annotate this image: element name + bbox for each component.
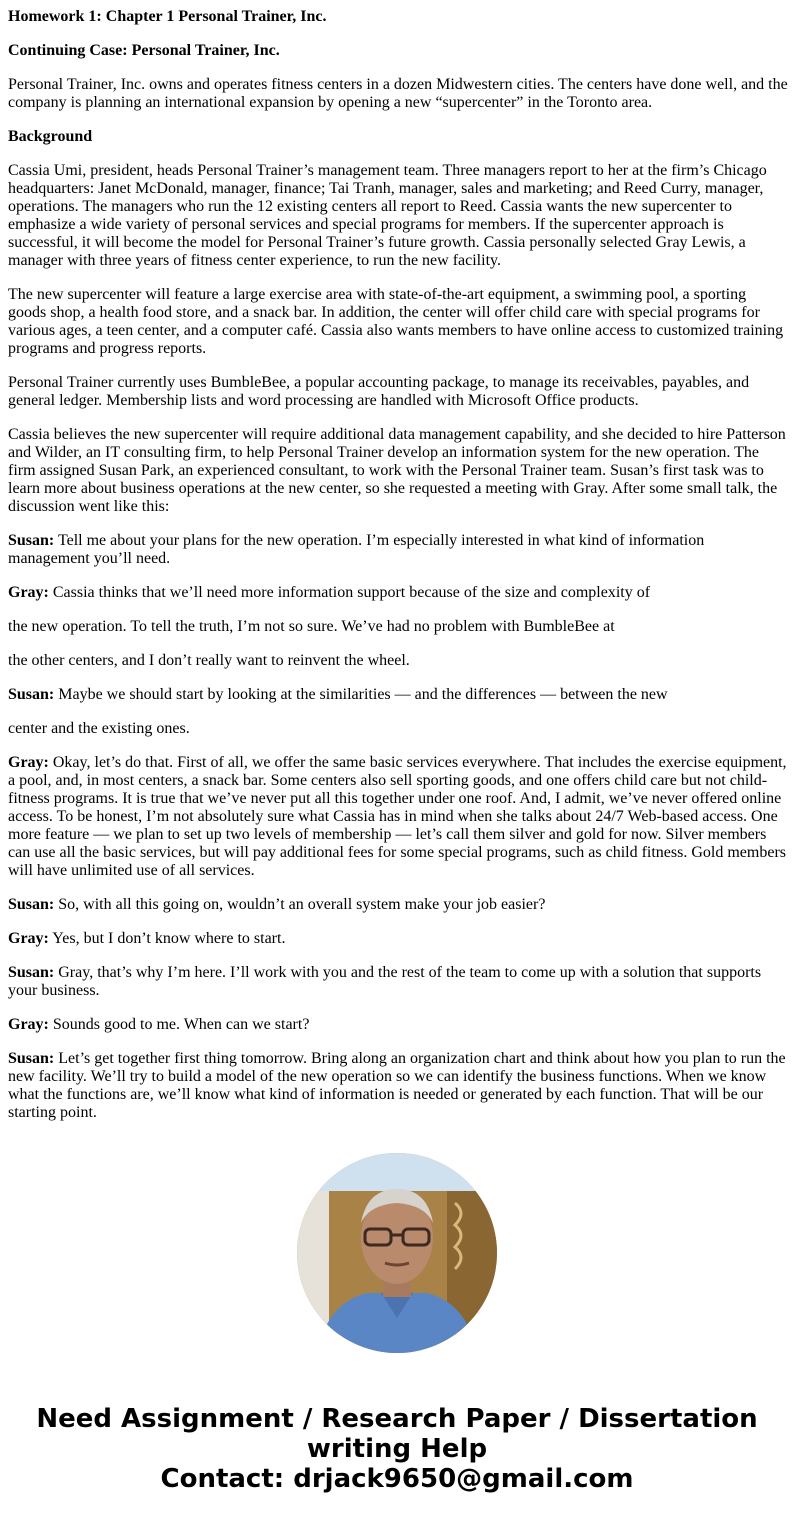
document-title: Homework 1: Chapter 1 Personal Trainer, Inc. [8,8,327,25]
dialogue-line [8,618,788,636]
dialogue-line [8,1016,788,1034]
document [8,0,788,1138]
portrait-door [297,1191,329,1353]
intro-paragraph: Personal Trainer, Inc. owns and operates fitness centers in a dozen Midwestern cities. The centers have done well, and the company is planning an international expansion by opening a new “supercenter” in the Toronto area. [8,76,788,111]
dialogue-text: the other centers, and I don’t really want to reinvent the wheel. [8,652,410,669]
dialogue-text: center and the existing ones. [8,720,190,737]
speaker-name: Susan: [8,532,55,549]
dialogue-line [8,584,788,602]
dialogue-text: Okay, let’s do that. First of all, we offer the same basic services everywhere. That includes the exercise equipment, a pool, and, in most centers, a snack bar. Some centers also sell sporting goods, and one offers child care but not child-fitness programs. It is true that we’ve never put all this together under one roof. And, I admit, we’ve never offered online access. To be honest, I’m not absolutely sure what Cassia has in mind when she talks about 24/7 Web-based access. One more feature — we plan to set up two levels of membership — let’s call them silver and gold for now. Silver members can use all the basic services, but will pay additional fees for some special programs, such as child fitness. Gold members will have unlimited use of all services. [8,754,787,879]
speaker-name: Gray: [8,1016,49,1033]
dialogue-line [8,964,788,1000]
ad-contact-line: Contact: drjack9650@gmail.com [160,1464,634,1494]
portrait-illustration [297,1153,497,1353]
dialogue-line [8,720,788,738]
software-paragraph: Personal Trainer currently uses BumbleBee, a popular accounting package, to manage its receivables, payables, and general ledger. Membership lists and word processing are handled with Microsoft Office products. [8,374,750,409]
consulting-paragraph: Cassia believes the new supercenter will require additional data management capability, and she decided to hire Patterson and Wilder, an IT consulting firm, to help Personal Trainer develop an information system for the new operation. The firm assigned Susan Park, an experienced consultant, to work with the Personal Trainer team. Susan’s first task was to learn more about business operations at the new center, so she requested a meeting with Gray. After some small talk, the discussion went like this: [8,426,786,515]
dialogue-text: Tell me about your plans for the new operation. I’m especially interested in what kind of information management you’ll need. [8,532,705,567]
dialogue-line [8,532,788,568]
ad-line-2: writing Help [306,1434,488,1464]
dialogue-text: Gray, that’s why I’m here. I’ll work with you and the rest of the team to come up with a solution that supports your business. [8,964,762,999]
document-subtitle: Continuing Case: Personal Trainer, Inc. [8,42,280,59]
dialogue-text: Maybe we should start by looking at the similarities — and the differences — between the new [54,686,668,703]
dialogue-line [8,754,788,880]
speaker-name: Susan: [8,896,55,913]
speaker-name: Gray: [8,930,49,947]
speaker-name: Susan: [8,686,55,703]
dialogue-line [8,930,788,948]
portrait-sky [297,1153,497,1191]
dialogue-text: Cassia thinks that we’ll need more information support because of the size and complexity of [48,584,651,601]
author-portrait [297,1153,497,1353]
background-heading: Background [8,128,93,145]
speaker-name: Susan: [8,964,55,981]
ad-line-1: Need Assignment / Research Paper / Dissertation [36,1404,758,1434]
speaker-name: Gray: [8,584,49,601]
dialogue-text: Yes, but I don’t know where to start. [48,930,286,947]
dialogue-line [8,1050,788,1122]
contact-advertisement [0,1404,794,1494]
dialogue-line [8,896,788,914]
speaker-name: Susan: [8,1050,55,1067]
supercenter-paragraph: The new supercenter will feature a large exercise area with state-of-the-art equipment, a swimming pool, a sporting goods shop, a health food store, and a snack bar. In addition, the center will offer child care with special programs for various ages, a teen center, and a computer café. Cassia also wants members to have online access to customized training programs and progress reports. [8,286,784,357]
dialogue-text: Sounds good to me. When can we start? [48,1016,310,1033]
dialogue-text: Let’s get together first thing tomorrow. Bring along an organization chart and think about how you plan to run the new facility. We’ll try to build a model of the new operation so we can identify the business functions. When we know what the functions are, we’ll know what kind of information is needed or generated by each function. That will be our starting point. [8,1050,786,1121]
dialogue-text: the new operation. To tell the truth, I’m not so sure. We’ve had no problem with BumbleBee at [8,618,615,635]
dialogue-line [8,652,788,670]
dialogue-text: So, with all this going on, wouldn’t an overall system make your job easier? [54,896,546,913]
speaker-name: Gray: [8,754,49,771]
background-paragraph: Cassia Umi, president, heads Personal Trainer’s management team. Three managers report to her at the firm’s Chicago headquarters: Janet McDonald, manager, finance; Tai Tranh, manager, sales and marketing; and Reed Curry, manager, operations. The managers who run the 12 existing centers all report to Reed. Cassia wants the new supercenter to emphasize a wide variety of personal services and special programs for members. If the supercenter approach is successful, it will become the model for Personal Trainer’s future growth. Cassia personally selected Gray Lewis, a manager with three years of fitness center experience, to run the new facility. [8,162,767,269]
dialogue-line [8,686,788,704]
